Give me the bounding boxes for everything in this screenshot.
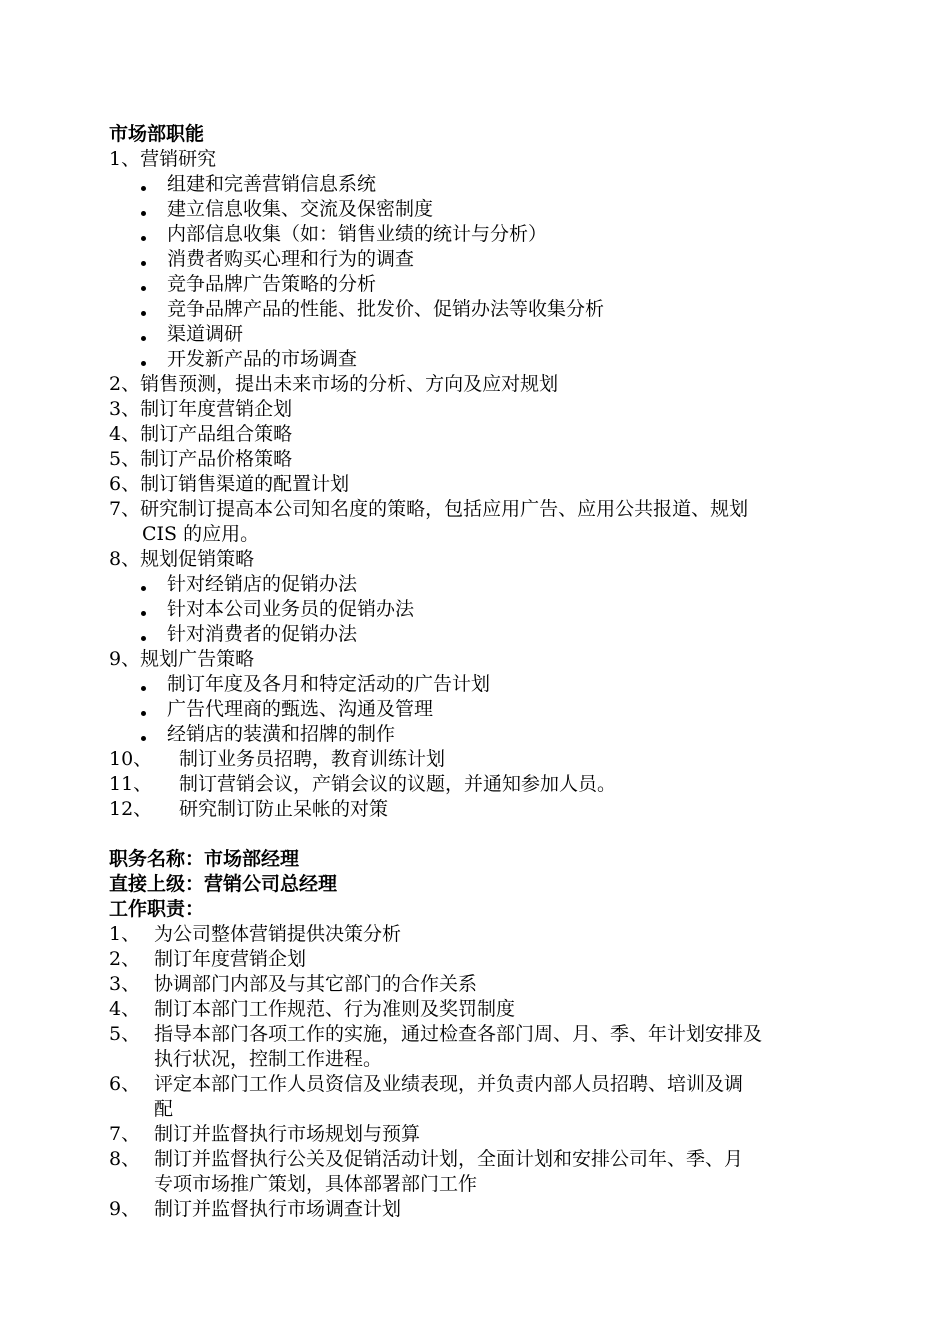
direct-superior: 直接上级：营销公司总经理 — [109, 873, 338, 895]
duty-item — [109, 1197, 849, 1222]
list-item — [109, 772, 849, 797]
list-item: 8、规划促销策略 — [109, 548, 255, 570]
bullet-item: 建立信息收集、交流及保密制度 — [109, 197, 849, 222]
duties-label: 工作职责： — [109, 898, 205, 920]
list-text: 协调部门内部及与其它部门的合作关系 — [154, 973, 478, 995]
duty-item-continuation: 执行状况，控制工作进程。 — [154, 1048, 383, 1070]
bullet-item: 消费者购买心理和行为的调查 — [109, 247, 849, 272]
list-number: 4、 — [109, 998, 141, 1020]
bullet-item: 开发新产品的市场调查 — [109, 347, 849, 372]
position-title: 职务名称：市场部经理 — [109, 848, 300, 870]
list-item: 3、制订年度营销企划 — [109, 398, 293, 420]
list-number: 1、 — [109, 923, 141, 945]
list-text: 制订业务员招聘，教育训练计划 — [179, 748, 446, 770]
list-text: 指导本部门各项工作的实施，通过检查各部门周、月、季、年计划安排及 — [154, 1023, 763, 1045]
list-text: 制订本部门工作规范、行为准则及奖罚制度 — [154, 998, 516, 1020]
list-text: 制订年度营销企划 — [154, 948, 307, 970]
list-number: 10、 — [109, 748, 153, 770]
list-text: 为公司整体营销提供决策分析 — [154, 923, 402, 945]
bullet-item: 竞争品牌产品的性能、批发价、促销办法等收集分析 — [109, 297, 849, 322]
list-item: 6、制订销售渠道的配置计划 — [109, 473, 350, 495]
list-number: 8、 — [109, 1148, 141, 1170]
list-item-continuation: CIS 的应用。 — [142, 523, 260, 545]
list-item: 1、营销研究 — [109, 148, 217, 170]
section-title: 市场部职能 — [109, 123, 205, 145]
document-page — [109, 122, 849, 1222]
bullet-item: 渠道调研 — [109, 322, 849, 347]
duty-item — [109, 947, 849, 972]
duty-item — [109, 1147, 849, 1172]
duty-item — [109, 1122, 849, 1147]
bullet-item: 制订年度及各月和特定活动的广告计划 — [109, 672, 849, 697]
list-item: 7、研究制订提高本公司知名度的策略，包括应用广告、应用公共报道、规划 — [109, 498, 749, 520]
list-text: 制订并监督执行市场调查计划 — [154, 1198, 402, 1220]
bullet-item: 竞争品牌广告策略的分析 — [109, 272, 849, 297]
duty-item — [109, 1072, 849, 1097]
list-item: 4、制订产品组合策略 — [109, 423, 293, 445]
list-text: 研究制订防止呆帐的对策 — [179, 798, 389, 820]
list-item: 9、规划广告策略 — [109, 648, 255, 670]
list-item — [109, 747, 849, 772]
bullet-item: 组建和完善营销信息系统 — [109, 172, 849, 197]
list-number: 6、 — [109, 1073, 141, 1095]
list-number: 11、 — [109, 773, 153, 795]
duty-item-continuation: 专项市场推广策划，具体部署部门工作 — [154, 1173, 478, 1195]
spacer — [109, 822, 849, 847]
list-item: 5、制订产品价格策略 — [109, 448, 293, 470]
list-number: 5、 — [109, 1023, 141, 1045]
list-number: 9、 — [109, 1198, 141, 1220]
bullet-item: 针对消费者的促销办法 — [109, 622, 849, 647]
duty-item — [109, 1022, 849, 1047]
list-number: 2、 — [109, 948, 141, 970]
bullet-item: 经销店的装潢和招牌的制作 — [109, 722, 849, 747]
bullet-item: 针对本公司业务员的促销办法 — [109, 597, 849, 622]
duty-item — [109, 997, 849, 1022]
list-text: 制订营销会议，产销会议的议题，并通知参加人员。 — [179, 773, 617, 795]
list-text: 制订并监督执行市场规划与预算 — [154, 1123, 421, 1145]
duty-item — [109, 922, 849, 947]
list-number: 7、 — [109, 1123, 141, 1145]
list-text: 评定本部门工作人员资信及业绩表现，并负责内部人员招聘、培训及调 — [154, 1073, 744, 1095]
bullet-item: 内部信息收集（如：销售业绩的统计与分析） — [109, 222, 849, 247]
list-item: 2、销售预测，提出未来市场的分析、方向及应对规划 — [109, 373, 559, 395]
list-number: 3、 — [109, 973, 141, 995]
duty-item — [109, 972, 849, 997]
list-item — [109, 797, 849, 822]
bullet-item: 针对经销店的促销办法 — [109, 572, 849, 597]
list-text: 制订并监督执行公关及促销活动计划，全面计划和安排公司年、季、月 — [154, 1148, 744, 1170]
list-number: 12、 — [109, 798, 153, 820]
bullet-item: 广告代理商的甄选、沟通及管理 — [109, 697, 849, 722]
duty-item-continuation: 配 — [154, 1098, 174, 1120]
